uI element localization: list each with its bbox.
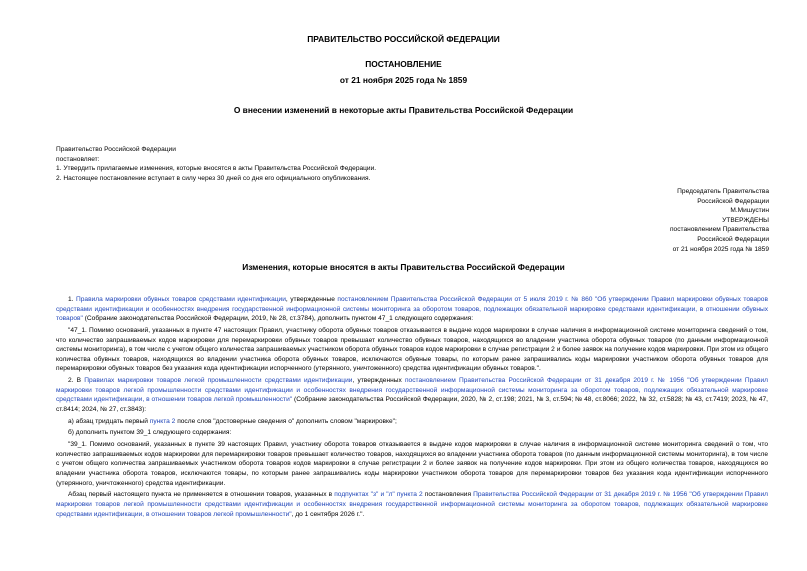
paragraph-7: [56, 490, 768, 519]
signature-line-2: Российской Федерации: [697, 197, 769, 205]
paragraph-7-text-b: постановления: [422, 491, 474, 499]
link-footwear-rules[interactable]: Правила маркировки обувных товаров средствами идентификации: [76, 296, 286, 303]
document-body: [56, 295, 768, 521]
paragraph-3-text-c: (Собрание законодательства Российской Федерации, 2020, № 2, ст.198; 2021, № 3, ст.594; № 48, ст.8066; 2022, № 32, ст.5828; № 43, ст.7419; 2023, № 47, ст.8414; 2024, № 27, ст.3843):: [56, 396, 768, 413]
signature-line-7: от 21 ноября 2025 года № 1859: [672, 245, 769, 253]
changes-title: Изменения, которые вносятся в акты Правительства Российской Федерации: [242, 262, 565, 272]
paragraph-3: [56, 376, 768, 414]
paragraph-1-text-c: (Собрание законодательства Российской Федерации, 2019, № 28, ст.3784), дополнить пунктом 47_1 следующего содержания:: [82, 315, 474, 323]
intro-item-1: 1. Утвердить прилагаемые изменения, которые вносятся в акты Правительства Российской Федерации.: [56, 165, 377, 173]
doc-type-heading: ПОСТАНОВЛЕНИЕ: [365, 59, 442, 69]
signature-line-3: М.Мишустин: [730, 207, 769, 215]
link-resolution-1956[interactable]: постановлением Правительства Российской Федерации от 31 декабря 2019 г. № 1956 "Об утверждении Правил маркировки товаров легкой промышленности средствами идентификации и особенностях внедрения государственной информационной системы мониторинга за оборотом товаров, подлежащих обязательной маркировке средствами идентификации, в отношении товаров легкой промышленности": [56, 377, 768, 404]
signature-line-6: Российской Федерации: [697, 235, 769, 243]
paragraph-4-text-b: после слов "достоверные сведения о" дополнить словом "маркировке";: [175, 417, 397, 425]
paragraph-1-text-b: , утвержденные: [285, 296, 338, 303]
paragraph-7-text-a: Абзац первый настоящего пункта не применяется в отношении товаров, указанных в: [68, 491, 335, 499]
document-title: О внесении изменений в некоторые акты Правительства Российской Федерации: [233, 105, 574, 115]
intro-item-2: 2. Настоящее постановление вступает в силу через 30 дней со дня его официального опубликования.: [56, 174, 371, 182]
paragraph-1: [56, 295, 768, 324]
intro-line-decrees: постановляет:: [56, 155, 100, 163]
signature-line-4: УТВЕРЖДЕНЫ: [722, 216, 769, 224]
intro-block: [56, 145, 756, 183]
link-subitems-z-l[interactable]: подпунктах "з" и "л" пункта 2: [334, 491, 423, 499]
government-heading: ПРАВИТЕЛЬСТВО РОССИЙСКОЙ ФЕДЕРАЦИИ: [307, 34, 500, 44]
signature-block: [670, 187, 769, 254]
paragraph-6: "39_1. Помимо оснований, указанных в пункте 39 настоящих Правил, участнику оборота товаров отказывается в выдаче кодов маркировки в случае наличия в информационной системе мониторинга сведений о том, что количество запрашиваемых кодов маркировки для перемаркировки товаров превышает количество товаров, находящихся во владении участника оборота товаров (по данным информационной системы мониторинга), в том числе с учетом общего количества запрашиваемых участником оборота товаров кодов маркировки в случае регистрации 2 и более заявок на получение кодов маркировки. При этом из общего количества товаров, находящихся во владении участника оборота товаров, исключаются товары, по которым ранее запрашивались коды маркировки участником оборота товаров для перемаркировки товаров без указания кода идентификации испорченного (утерянного, уничтоженного) средства идентификации.: [56, 441, 768, 487]
intro-line-government: Правительство Российской Федерации: [56, 146, 176, 153]
paragraph-3-text-b: , утвержденных: [352, 377, 405, 385]
paragraph-4-text-a: а) абзац тридцать первый: [68, 417, 150, 425]
link-light-industry-rules[interactable]: Правилах маркировки товаров легкой промышленности средствами идентификации: [84, 377, 353, 385]
paragraph-5: б) дополнить пунктом 39_1 следующего содержания:: [68, 429, 232, 437]
paragraph-4: [56, 417, 768, 427]
date-number-heading: от 21 ноября 2025 года № 1859: [339, 75, 468, 85]
signature-line-1: Председатель Правительства: [677, 188, 769, 195]
paragraph-7-text-c: , до 1 сентября 2026 г.".: [291, 510, 365, 518]
paragraph-1-text-a: 1.: [68, 296, 76, 303]
link-resolution-860[interactable]: постановлением Правительства Российской Федерации от 5 июля 2019 г. № 860 "Об утверждении Правил маркировки обувных товаров средствами идентификации и особенностях внедрения государственной информационной системы мониторинга за оборотом товаров, подлежащих обязательной маркировке средствами идентификации, в отношении обувных товаров": [56, 296, 768, 323]
signature-line-5: постановлением Правительства: [669, 226, 769, 234]
paragraph-2: "47_1. Помимо оснований, указанных в пункте 47 настоящих Правил, участнику оборота обувных товаров отказывается в выдаче кодов маркировки в случае наличия в информационной системе мониторинга сведений о том, что количество запрашиваемых кодов маркировки для перемаркировки обувных товаров превышает количество обувных товаров, находящихся во владении участника оборота обувных товаров (по данным информационной системы мониторинга), в том числе с учетом общего количества запрашиваемых участником оборота обувных товаров кодов маркировки в случае регистрации 2 и более заявок на получение кодов маркировки. При этом из общего количества обувных товаров, находящихся во владении участника оборота обувных товаров, исключаются обувные товары, по которым ранее запрашивались коды маркировки участником оборота обувных товаров для перемаркировки обувных товаров без указания кода идентификации испорченного (утерянного, уничтоженного) средства идентификации обувных товаров.".: [56, 326, 768, 373]
link-item-2[interactable]: пункта 2: [149, 417, 176, 425]
link-government-1956[interactable]: Правительства Российской Федерации от 31 декабря 2019 г. № 1956 "Об утверждении Правил маркировки товаров легкой промышленности средствами идентификации и особенностях внедрения государственной информационной системы мониторинга за оборотом товаров, подлежащих обязательной маркировке средствами идентификации, в отношении товаров легкой промышленности": [56, 491, 768, 518]
paragraph-3-text-a: 2. В: [68, 377, 85, 385]
